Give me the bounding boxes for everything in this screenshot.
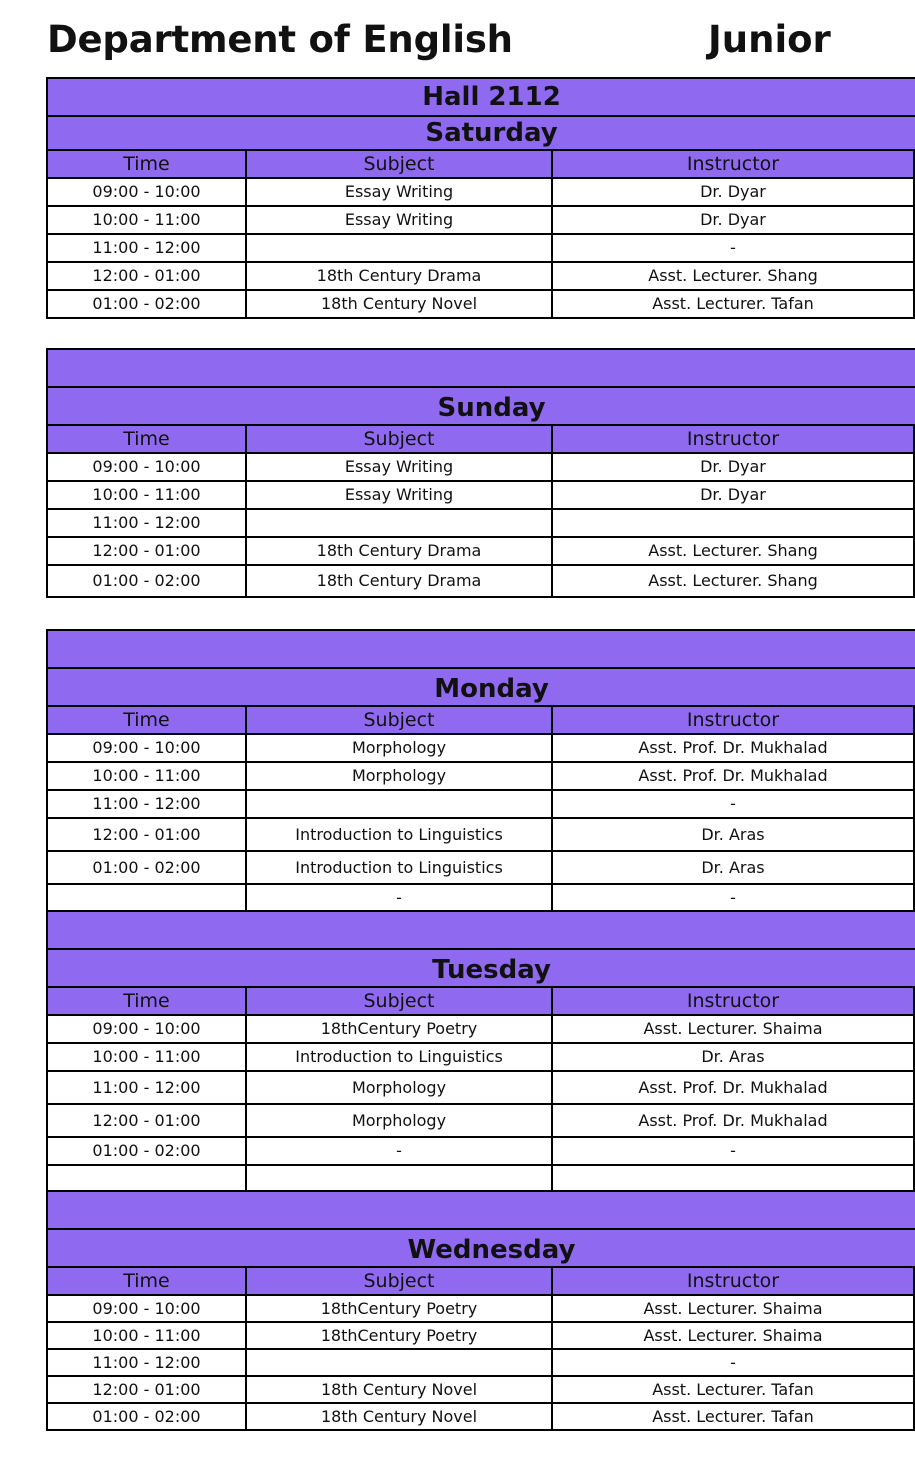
- time-cell: 10:00 - 11:00: [47, 762, 246, 790]
- time-cell: 01:00 - 02:00: [47, 565, 246, 597]
- time-cell: 10:00 - 11:00: [47, 1322, 246, 1349]
- table-row: [47, 178, 915, 206]
- subject-cell: -: [246, 884, 552, 912]
- subject-cell: Introduction to Linguistics: [246, 851, 552, 884]
- instructor-cell: [552, 1165, 914, 1193]
- instructor-header: Instructor: [552, 425, 914, 453]
- time-cell: 10:00 - 11:00: [47, 1043, 246, 1071]
- subject-cell: [246, 509, 552, 537]
- instructor-cell: Dr. Aras: [552, 1043, 914, 1071]
- table-row: [47, 1104, 915, 1137]
- table-row: [47, 565, 915, 597]
- table-row: [47, 762, 915, 790]
- table-row: [47, 818, 915, 851]
- table-row: [47, 851, 915, 884]
- time-cell: 12:00 - 01:00: [47, 262, 246, 290]
- instructor-cell: -: [552, 1137, 914, 1165]
- day-banner: [47, 911, 915, 949]
- instructor-cell: Asst. Lecturer. Shaima: [552, 1322, 914, 1349]
- table-row: [47, 262, 915, 290]
- schedule-table-wednesday: [46, 1190, 915, 1431]
- table-row: [47, 734, 915, 762]
- day-title-wednesday: Wednesday: [47, 1229, 915, 1267]
- subject-cell: Morphology: [246, 1071, 552, 1104]
- instructor-cell: Dr. Aras: [552, 818, 914, 851]
- day-title-sunday: Sunday: [47, 387, 915, 425]
- table-row: [47, 481, 915, 509]
- time-header: Time: [47, 987, 246, 1015]
- subject-cell: 18th Century Drama: [246, 262, 552, 290]
- table-row: [47, 1165, 915, 1193]
- time-header: Time: [47, 706, 246, 734]
- table-row: [47, 537, 915, 565]
- table-row: [47, 1137, 915, 1165]
- table-row: [47, 1043, 915, 1071]
- table-row: [47, 1403, 915, 1430]
- schedule-table-monday: [46, 629, 915, 913]
- instructor-cell: Asst. Lecturer. Tafan: [552, 1403, 914, 1430]
- time-cell: 12:00 - 01:00: [47, 818, 246, 851]
- subject-cell: 18thCentury Poetry: [246, 1295, 552, 1322]
- subject-cell: [246, 1165, 552, 1193]
- instructor-header: Instructor: [552, 706, 914, 734]
- time-cell: [47, 1165, 246, 1193]
- time-header: Time: [47, 1267, 246, 1295]
- subject-cell: 18th Century Novel: [246, 1376, 552, 1403]
- instructor-header: Instructor: [552, 1267, 914, 1295]
- time-cell: [47, 884, 246, 912]
- table-row: [47, 234, 915, 262]
- instructor-cell: Dr. Dyar: [552, 481, 914, 509]
- time-cell: 10:00 - 11:00: [47, 481, 246, 509]
- time-cell: 11:00 - 12:00: [47, 1349, 246, 1376]
- day-title-tuesday: Tuesday: [47, 949, 915, 987]
- instructor-cell: -: [552, 790, 914, 818]
- time-cell: 09:00 - 10:00: [47, 453, 246, 481]
- schedule-table-sunday: [46, 348, 915, 598]
- day-banner: [47, 349, 915, 387]
- instructor-cell: Asst. Lecturer. Shaima: [552, 1295, 914, 1322]
- instructor-cell: Asst. Lecturer. Shang: [552, 537, 914, 565]
- time-cell: 11:00 - 12:00: [47, 1071, 246, 1104]
- time-cell: 12:00 - 01:00: [47, 537, 246, 565]
- time-cell: 01:00 - 02:00: [47, 1403, 246, 1430]
- instructor-cell: Dr. Dyar: [552, 453, 914, 481]
- subject-cell: 18th Century Drama: [246, 537, 552, 565]
- day-banner: [47, 1191, 915, 1229]
- subject-cell: 18thCentury Poetry: [246, 1015, 552, 1043]
- instructor-cell: Dr. Dyar: [552, 178, 914, 206]
- table-row: [47, 1295, 915, 1322]
- table-row: [47, 1322, 915, 1349]
- table-row: [47, 1015, 915, 1043]
- subject-header: Subject: [246, 706, 552, 734]
- subject-cell: Morphology: [246, 762, 552, 790]
- subject-cell: Essay Writing: [246, 206, 552, 234]
- hall-label: Hall 2112: [47, 78, 915, 116]
- instructor-cell: Asst. Prof. Dr. Mukhalad: [552, 734, 914, 762]
- instructor-cell: Asst. Prof. Dr. Mukhalad: [552, 762, 914, 790]
- instructor-cell: -: [552, 884, 914, 912]
- subject-cell: [246, 1349, 552, 1376]
- instructor-cell: [552, 509, 914, 537]
- instructor-cell: Asst. Lecturer. Shang: [552, 565, 914, 597]
- level-title: Junior: [708, 18, 831, 61]
- instructor-cell: Asst. Lecturer. Tafan: [552, 1376, 914, 1403]
- time-cell: 12:00 - 01:00: [47, 1104, 246, 1137]
- time-cell: 09:00 - 10:00: [47, 178, 246, 206]
- time-header: Time: [47, 425, 246, 453]
- subject-cell: Morphology: [246, 1104, 552, 1137]
- table-row: [47, 509, 915, 537]
- subject-cell: [246, 234, 552, 262]
- instructor-cell: Asst. Lecturer. Shang: [552, 262, 914, 290]
- subject-cell: -: [246, 1137, 552, 1165]
- subject-cell: Introduction to Linguistics: [246, 818, 552, 851]
- subject-header: Subject: [246, 987, 552, 1015]
- instructor-header: Instructor: [552, 987, 914, 1015]
- time-cell: 01:00 - 02:00: [47, 1137, 246, 1165]
- time-cell: 11:00 - 12:00: [47, 790, 246, 818]
- department-title: Department of English: [47, 18, 513, 61]
- time-cell: 11:00 - 12:00: [47, 234, 246, 262]
- time-cell: 09:00 - 10:00: [47, 1295, 246, 1322]
- table-row: [47, 206, 915, 234]
- subject-cell: Introduction to Linguistics: [246, 1043, 552, 1071]
- time-cell: 01:00 - 02:00: [47, 851, 246, 884]
- subject-cell: 18thCentury Poetry: [246, 1322, 552, 1349]
- subject-cell: Morphology: [246, 734, 552, 762]
- instructor-cell: Dr. Dyar: [552, 206, 914, 234]
- table-row: [47, 790, 915, 818]
- instructor-cell: -: [552, 1349, 914, 1376]
- instructor-cell: Asst. Lecturer. Shaima: [552, 1015, 914, 1043]
- time-cell: 09:00 - 10:00: [47, 1015, 246, 1043]
- instructor-cell: -: [552, 234, 914, 262]
- subject-cell: 18th Century Novel: [246, 1403, 552, 1430]
- instructor-cell: Asst. Prof. Dr. Mukhalad: [552, 1071, 914, 1104]
- day-title-saturday: Saturday: [47, 116, 915, 150]
- schedule-table-saturday: [46, 77, 915, 319]
- time-cell: 11:00 - 12:00: [47, 509, 246, 537]
- time-cell: 12:00 - 01:00: [47, 1376, 246, 1403]
- table-row: [47, 1349, 915, 1376]
- time-cell: 01:00 - 02:00: [47, 290, 246, 318]
- subject-cell: [246, 790, 552, 818]
- instructor-cell: Dr. Aras: [552, 851, 914, 884]
- table-row: [47, 453, 915, 481]
- day-banner: [47, 630, 915, 668]
- table-row: [47, 290, 915, 318]
- subject-header: Subject: [246, 150, 552, 178]
- subject-header: Subject: [246, 1267, 552, 1295]
- time-cell: 10:00 - 11:00: [47, 206, 246, 234]
- instructor-header: Instructor: [552, 150, 914, 178]
- instructor-cell: Asst. Lecturer. Tafan: [552, 290, 914, 318]
- time-header: Time: [47, 150, 246, 178]
- subject-cell: 18th Century Drama: [246, 565, 552, 597]
- subject-cell: Essay Writing: [246, 178, 552, 206]
- time-cell: 09:00 - 10:00: [47, 734, 246, 762]
- day-title-monday: Monday: [47, 668, 915, 706]
- subject-cell: Essay Writing: [246, 481, 552, 509]
- table-row: [47, 884, 915, 912]
- instructor-cell: Asst. Prof. Dr. Mukhalad: [552, 1104, 914, 1137]
- subject-header: Subject: [246, 425, 552, 453]
- schedule-table-tuesday: [46, 910, 915, 1194]
- table-row: [47, 1376, 915, 1403]
- subject-cell: Essay Writing: [246, 453, 552, 481]
- subject-cell: 18th Century Novel: [246, 290, 552, 318]
- table-row: [47, 1071, 915, 1104]
